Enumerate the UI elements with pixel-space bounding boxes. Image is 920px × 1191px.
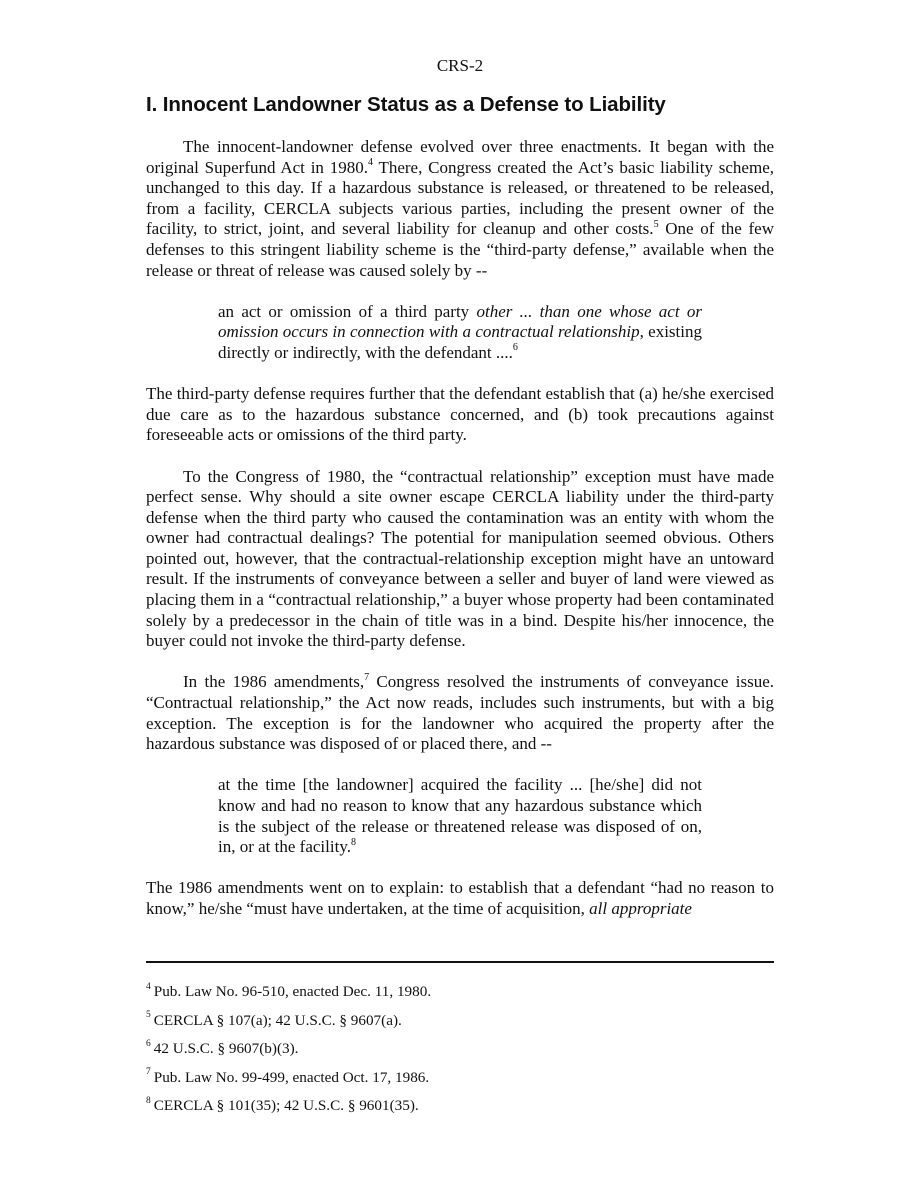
paragraph-4: [146, 672, 774, 754]
block-quote-2: [146, 775, 774, 857]
block-quote-2-text: at the time [the landowner] acquired the facility ... [he/she] did not know and had no reason to know that any hazardous substance which is the subject of the release or threatened release was disposed of on, in, or at the facility.: [218, 775, 702, 857]
paragraph-5-text-a: The 1986 amendments went on to explain: to establish that a defendant “had no reason to know,” he/she “must have undertaken, at the time of acquisition,: [146, 878, 774, 918]
footnote-text: Pub. Law No. 99-499, enacted Oct. 17, 1986.: [153, 1068, 430, 1086]
section-heading: I. Innocent Landowner Status as a Defense to Liability: [146, 93, 666, 116]
paragraph-4-text-a: In the 1986 amendments,: [183, 672, 365, 692]
main-content: [146, 92, 774, 940]
footnote-ref-6: 6: [512, 342, 518, 354]
footnote-ref-7: 7: [364, 671, 370, 683]
paragraph-2: The third-party defense requires further that the defendant establish that (a) he/she exercised due care as to the hazardous substance concerned, and (b) took precautions against foreseeable acts or omissions of the third party.: [146, 384, 774, 445]
footnote-item: [146, 1040, 774, 1058]
footnote-number: 5: [146, 1010, 151, 1021]
footnote-ref-8: 8: [350, 836, 356, 848]
footnote-item: [146, 1069, 774, 1087]
footnote-number: 4: [146, 981, 151, 992]
footnote-item: [146, 983, 774, 1001]
footnote-number: 6: [146, 1038, 151, 1049]
footnote-text: 42 U.S.C. § 9607(b)(3).: [153, 1040, 299, 1057]
footnote-number: 7: [146, 1067, 151, 1078]
paragraph-1-text-c: One of the few defenses to this stringent liability scheme is the “third-party defense,” available when the release or threat of release was caused solely by --: [146, 219, 774, 280]
paragraph-5-italic: all appropriate: [589, 898, 692, 918]
block-quote-1-italic: other ... than one whose act or omission occurs in connection with a contractual relationship: [218, 301, 702, 342]
footnote-ref-4: 4: [367, 156, 373, 168]
footnote-item: [146, 1012, 774, 1030]
paragraph-3: To the Congress of 1980, the “contractual relationship” exception must have made perfect sense. Why should a site owner escape CERCLA liability under the third-party defense when the third party who caused the contamination was an entity with whom the owner had contractual dealings? The potential for manipulation seemed obvious. Others pointed out, however, that the contractual-relationship exception might have an untoward result. If the instruments of conveyance between a seller and buyer of land were viewed as placing them in a “contractual relationship,” a buyer whose property had been contaminated solely by a predecessor in the chain of title was in a bind. Despite his/her innocence, the buyer could not invoke the third-party defense.: [146, 466, 774, 651]
paragraph-1-text-b: There, Congress created the Act’s basic liability scheme, unchanged to this day. If a hazardous substance is released, or threatened to be released, from a facility, CERCLA subjects various parties, including the present owner of the facility, to strict, joint, and several liability for cleanup and other costs.: [146, 157, 774, 239]
block-quote-1: [146, 302, 774, 364]
footnote-ref-5: 5: [653, 218, 659, 230]
footnote-number: 8: [146, 1095, 151, 1106]
footnotes: [146, 983, 774, 1126]
footnote-separator: [146, 961, 774, 963]
paragraph-1-text-a: The innocent-landowner defense evolved over three enactments. It began with the original Superfund Act in 1980.: [146, 137, 774, 177]
block-quote-1-text-a: an act or omission of a third party: [218, 301, 477, 321]
paragraph-1: [146, 137, 774, 281]
footnote-text: CERCLA § 101(35); 42 U.S.C. § 9601(35).: [153, 1097, 419, 1114]
footnote-text: CERCLA § 107(a); 42 U.S.C. § 9607(a).: [153, 1011, 402, 1029]
footnote-item: [146, 1097, 774, 1115]
block-quote-1-text-b: , existing directly or indirectly, with the defendant ....: [218, 322, 702, 362]
page-header: CRS-2: [436, 56, 484, 75]
footnote-text: Pub. Law No. 96-510, enacted Dec. 11, 1980.: [153, 983, 432, 1000]
paragraph-4-text-b: Congress resolved the instruments of conveyance issue. “Contractual relationship,” the Act now reads, includes such instruments, but with a big exception. The exception is for the landowner who acquired the property after the hazardous substance was disposed of or placed there, and --: [146, 672, 774, 754]
paragraph-5: [146, 878, 774, 919]
